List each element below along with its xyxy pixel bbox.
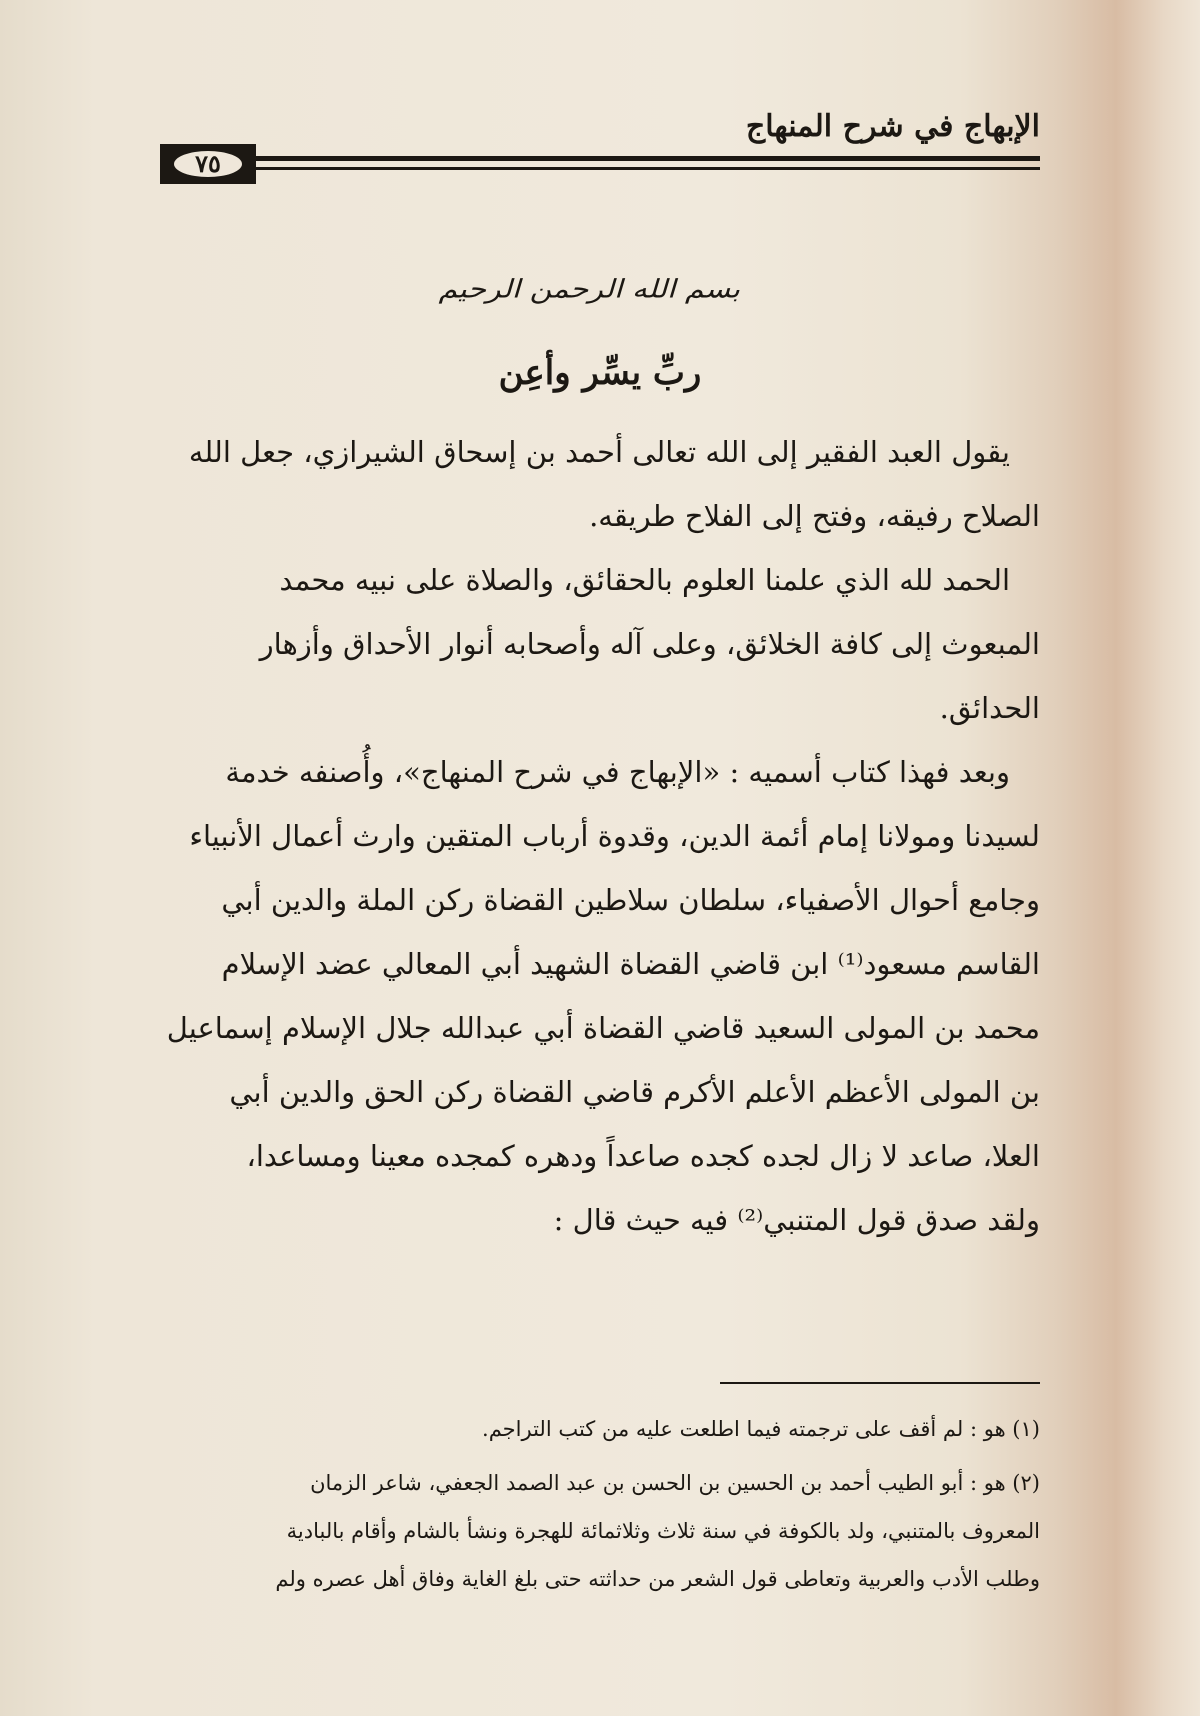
page-number-frame	[160, 144, 256, 184]
text-line: الحدائق.	[939, 691, 1040, 725]
footnote-2: (٢) هو : أبو الطيب أحمد بن الحسين بن الحسن بن عبد الصمد الجعفي، شاعر الزمان	[310, 1471, 1040, 1495]
footnote-2-continuation: المعروف بالمتنبي، ولد بالكوفة في سنة ثلاث وثلاثمائة للهجرة ونشأ بالشام وأقام بالبادية	[286, 1519, 1040, 1543]
footnote-1: (١) هو : لم أقف على ترجمته فيما اطلعت عليه من كتب التراجم.	[482, 1417, 1040, 1441]
text-line: الحمد لله الذي علمنا العلوم بالحقائق، والصلاة على نبيه محمد	[279, 563, 1010, 597]
header-rule-thick	[248, 156, 1040, 161]
main-text	[160, 420, 1040, 1252]
footnote-2-continuation: وطلب الأدب والعربية وتعاطى قول الشعر من حداثته حتى بلغ الغاية وفاق أهل عصره ولم	[275, 1567, 1040, 1591]
text-line: الصلاح رفيقه، وفتح إلى الفلاح طريقه.	[589, 499, 1040, 533]
running-title: الإبهاج في شرح المنهاج	[745, 109, 1040, 144]
page-number: ٧٥	[174, 151, 242, 177]
text-line: العلا، صاعد لا زال لجده كجده صاعداً ودهره كمجده معينا ومساعدا،	[246, 1139, 1040, 1173]
text-line: وجامع أحوال الأصفياء، سلطان سلاطين القضاة ركن الملة والدين أبي	[221, 883, 1040, 917]
invocation-heading: ربِّ يسِّر وأعِن	[498, 353, 702, 393]
text-line: لسيدنا ومولانا إمام أئمة الدين، وقدوة أرباب المتقين وارث أعمال الأنبياء	[189, 819, 1040, 853]
footnote-separator	[720, 1382, 1040, 1384]
text-line: المبعوث إلى كافة الخلائق، وعلى آله وأصحابه أنوار الأحداق وأزهار	[259, 627, 1040, 661]
header-rule-thin	[248, 167, 1040, 170]
text-line: محمد بن المولى السعيد قاضي القضاة أبي عبدالله جلال الإسلام إسماعيل	[166, 1011, 1040, 1045]
text-line: وبعد فهذا كتاب أسميه : «الإبهاج في شرح المنهاج»، وأُصنفه خدمة	[225, 755, 1010, 789]
text-line: القاسم مسعود⁽¹⁾ ابن قاضي القضاة الشهيد أبي المعالي عضد الإسلام	[221, 947, 1040, 981]
text-line: يقول العبد الفقير إلى الله تعالى أحمد بن إسحاق الشيرازي، جعل الله	[188, 435, 1010, 469]
text-line: بن المولى الأعظم الأعلم الأكرم قاضي القضاة ركن الحق والدين أبي	[229, 1075, 1040, 1109]
page-header	[160, 109, 1040, 192]
text-line: ولقد صدق قول المتنبي⁽²⁾ فيه حيث قال :	[553, 1203, 1040, 1237]
footnotes	[160, 1405, 1040, 1603]
basmala-calligraphy: بسم الله الرحمن الرحيم	[438, 274, 740, 305]
